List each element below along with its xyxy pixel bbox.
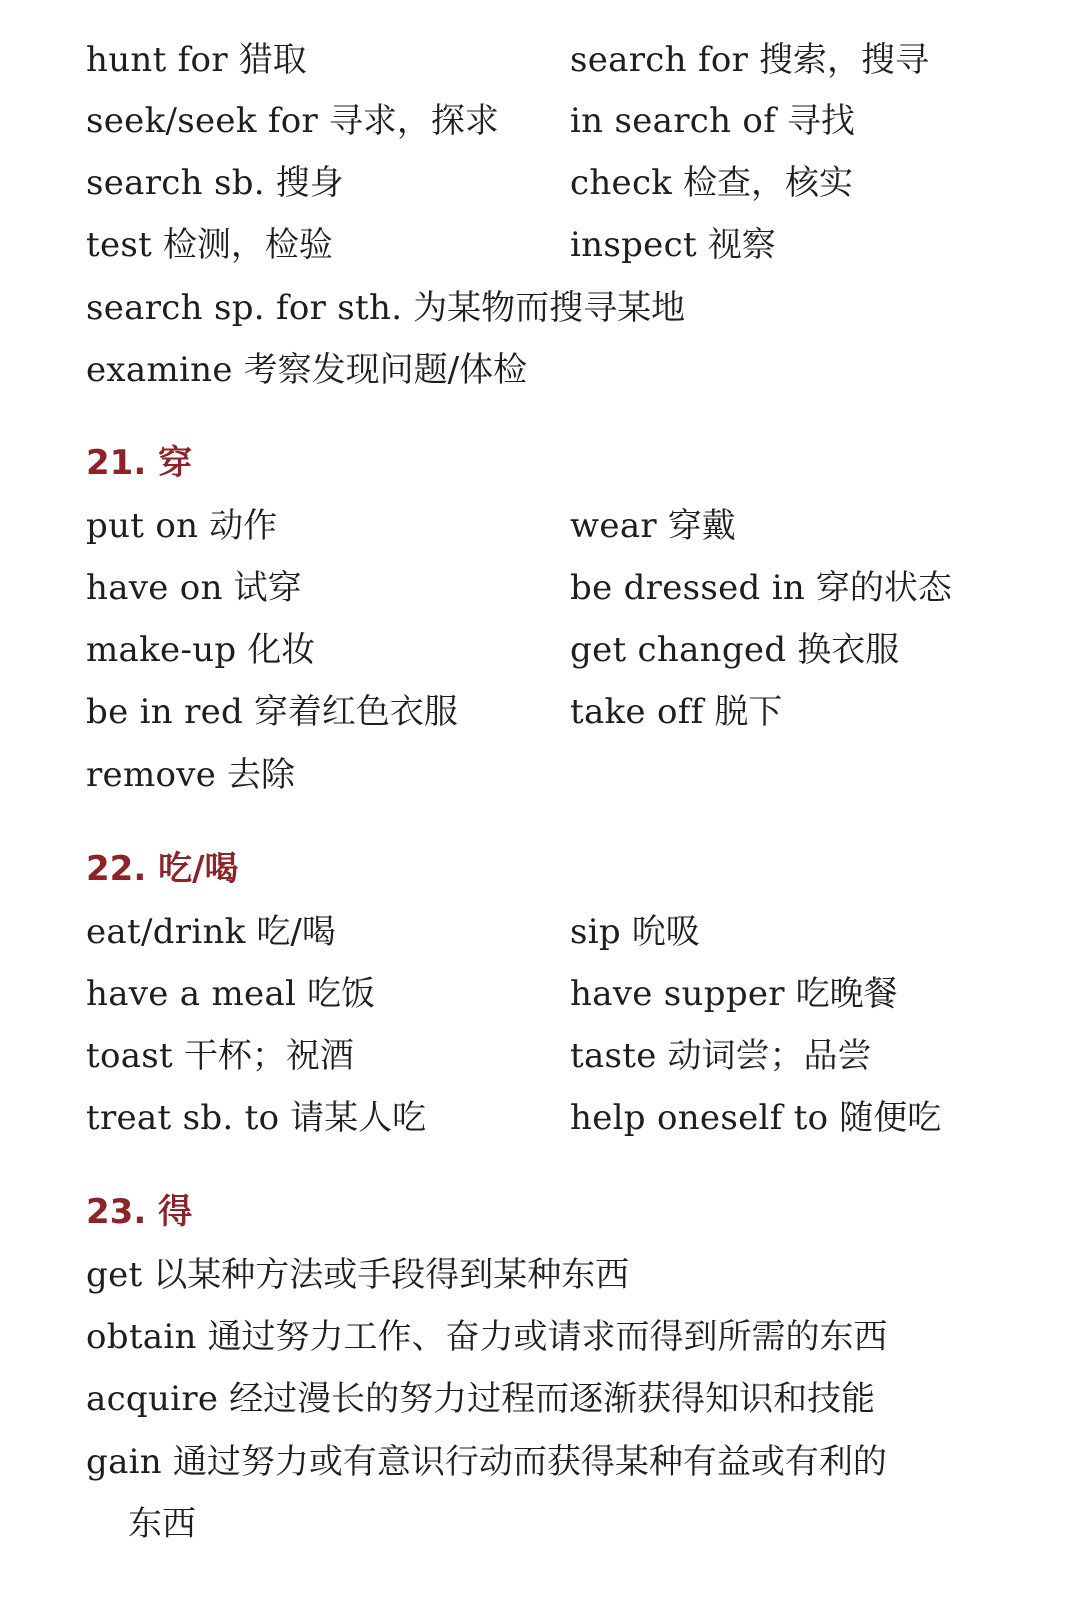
vocab-row xyxy=(0,620,1080,680)
vocab-row xyxy=(0,496,1080,556)
english-term: be dressed in xyxy=(570,568,806,608)
chinese-meaning: 吃晚餐 xyxy=(795,974,898,1014)
chinese-meaning: 东西 xyxy=(128,1504,196,1544)
section-heading: 22. 吃/喝 xyxy=(86,849,239,889)
chinese-meaning: 搜身 xyxy=(275,163,344,203)
english-term: sip xyxy=(570,912,621,952)
chinese-meaning: 考察发现问题/体检 xyxy=(243,350,528,390)
english-term: acquire xyxy=(86,1379,219,1419)
vocab-entry xyxy=(86,91,499,151)
vocab-entry xyxy=(86,964,375,1024)
chinese-meaning: 检测，检验 xyxy=(162,225,333,265)
vocab-entry xyxy=(86,340,527,400)
english-term: put on xyxy=(86,506,199,546)
vocab-entry xyxy=(86,1432,887,1492)
chinese-meaning: 猎取 xyxy=(238,40,307,80)
vocab-entry xyxy=(86,1026,354,1086)
english-term: obtain xyxy=(86,1317,197,1357)
english-term: eat/drink xyxy=(86,912,246,952)
english-term: be in red xyxy=(86,692,244,732)
chinese-meaning: 经过漫长的努力过程而逐渐获得知识和技能 xyxy=(229,1379,876,1419)
english-term: search sb. xyxy=(86,163,265,203)
chinese-meaning: 化妆 xyxy=(247,630,316,670)
english-term: search for xyxy=(570,40,749,80)
vocab-row xyxy=(0,1026,1080,1086)
vocab-row xyxy=(0,1088,1080,1148)
chinese-meaning: 吮吸 xyxy=(631,912,700,952)
chinese-meaning: 换衣服 xyxy=(797,630,900,670)
english-term: have supper xyxy=(570,974,785,1014)
vocab-entry xyxy=(86,153,344,213)
vocab-row-full xyxy=(0,1245,1080,1305)
english-term: examine xyxy=(86,350,233,390)
chinese-meaning: 脱下 xyxy=(714,692,783,732)
section-heading: 23. 得 xyxy=(86,1192,193,1232)
chinese-meaning: 干杯；祝酒 xyxy=(183,1036,354,1076)
chinese-meaning: 寻求，探求 xyxy=(328,101,499,141)
vocab-entry xyxy=(86,1369,875,1429)
english-term: seek/seek for xyxy=(86,101,319,141)
vocab-entry xyxy=(86,558,302,618)
vocab-entry xyxy=(86,682,458,742)
english-term: help oneself to xyxy=(570,1098,829,1138)
vocab-row-full xyxy=(0,1307,1080,1367)
chinese-meaning: 动词尝；品尝 xyxy=(667,1036,872,1076)
english-term: hunt for xyxy=(86,40,228,80)
chinese-meaning: 穿着红色衣服 xyxy=(253,692,458,732)
english-term: remove xyxy=(86,755,217,795)
vocab-row xyxy=(0,682,1080,742)
vocab-entry xyxy=(570,153,853,213)
vocab-entry xyxy=(86,496,277,556)
section-heading: 21. 穿 xyxy=(86,443,193,483)
vocab-row-full xyxy=(0,1432,1080,1492)
english-term: gain xyxy=(86,1442,163,1482)
vocab-entry xyxy=(86,620,315,680)
english-term: check xyxy=(570,163,673,203)
english-term: inspect xyxy=(570,225,697,265)
chinese-meaning: 穿的状态 xyxy=(815,568,952,608)
chinese-meaning: 通过努力工作、奋力或请求而得到所需的东西 xyxy=(207,1317,888,1357)
vocab-entry xyxy=(570,964,898,1024)
english-term: taste xyxy=(570,1036,657,1076)
vocab-entry xyxy=(570,30,929,90)
english-term: search sp. for sth. xyxy=(86,288,403,328)
english-term: in search of xyxy=(570,101,777,141)
vocab-entry xyxy=(570,1026,871,1086)
vocab-entry xyxy=(86,745,295,805)
vocab-row xyxy=(0,91,1080,151)
vocab-entry xyxy=(570,215,776,275)
english-term: have on xyxy=(86,568,223,608)
vocab-entry xyxy=(86,278,685,338)
vocab-entry xyxy=(570,682,782,742)
chinese-meaning: 搜索，搜寻 xyxy=(758,40,929,80)
chinese-meaning: 随便吃 xyxy=(839,1098,942,1138)
vocab-entry xyxy=(570,1088,941,1148)
chinese-meaning: 吃饭 xyxy=(307,974,376,1014)
vocab-entry xyxy=(570,902,700,962)
chinese-meaning: 通过努力或有意识行动而获得某种有益或有利的 xyxy=(172,1442,887,1482)
chinese-meaning: 试穿 xyxy=(233,568,302,608)
vocab-row xyxy=(0,153,1080,213)
english-term: wear xyxy=(570,506,657,546)
vocab-row-full xyxy=(0,1369,1080,1429)
english-term: get changed xyxy=(570,630,787,670)
vocab-entry xyxy=(86,1307,888,1367)
english-term: get xyxy=(86,1255,143,1295)
chinese-meaning: 检查，核实 xyxy=(683,163,854,203)
english-term: toast xyxy=(86,1036,174,1076)
english-term: have a meal xyxy=(86,974,297,1014)
vocab-entry xyxy=(570,496,736,556)
vocab-row xyxy=(0,558,1080,618)
chinese-meaning: 寻找 xyxy=(786,101,855,141)
vocab-entry xyxy=(86,1245,629,1305)
vocab-entry xyxy=(570,558,952,618)
vocab-entry xyxy=(570,91,855,151)
english-term: take off xyxy=(570,692,704,732)
english-term: make-up xyxy=(86,630,237,670)
vocab-entry xyxy=(86,215,333,275)
vocab-row xyxy=(0,964,1080,1024)
chinese-meaning: 吃/喝 xyxy=(256,912,336,952)
vocab-row-full xyxy=(0,278,1080,338)
chinese-meaning-continuation xyxy=(128,1494,196,1554)
vocab-entry xyxy=(86,902,336,962)
vocab-row-full xyxy=(0,745,1080,805)
vocab-entry xyxy=(570,620,899,680)
chinese-meaning: 动作 xyxy=(209,506,278,546)
chinese-meaning: 请某人吃 xyxy=(290,1098,427,1138)
vocab-row xyxy=(0,215,1080,275)
english-term: treat sb. to xyxy=(86,1098,280,1138)
vocab-entry xyxy=(86,1088,426,1148)
vocab-row xyxy=(0,902,1080,962)
chinese-meaning: 视察 xyxy=(707,225,776,265)
vocab-row-continuation xyxy=(0,1494,1080,1554)
vocab-row-full xyxy=(0,340,1080,400)
chinese-meaning: 穿戴 xyxy=(667,506,736,546)
vocab-row xyxy=(0,30,1080,90)
chinese-meaning: 以某种方法或手段得到某种东西 xyxy=(153,1255,630,1295)
vocab-entry xyxy=(86,30,307,90)
chinese-meaning: 为某物而搜寻某地 xyxy=(413,288,686,328)
chinese-meaning: 去除 xyxy=(227,755,296,795)
english-term: test xyxy=(86,225,153,265)
